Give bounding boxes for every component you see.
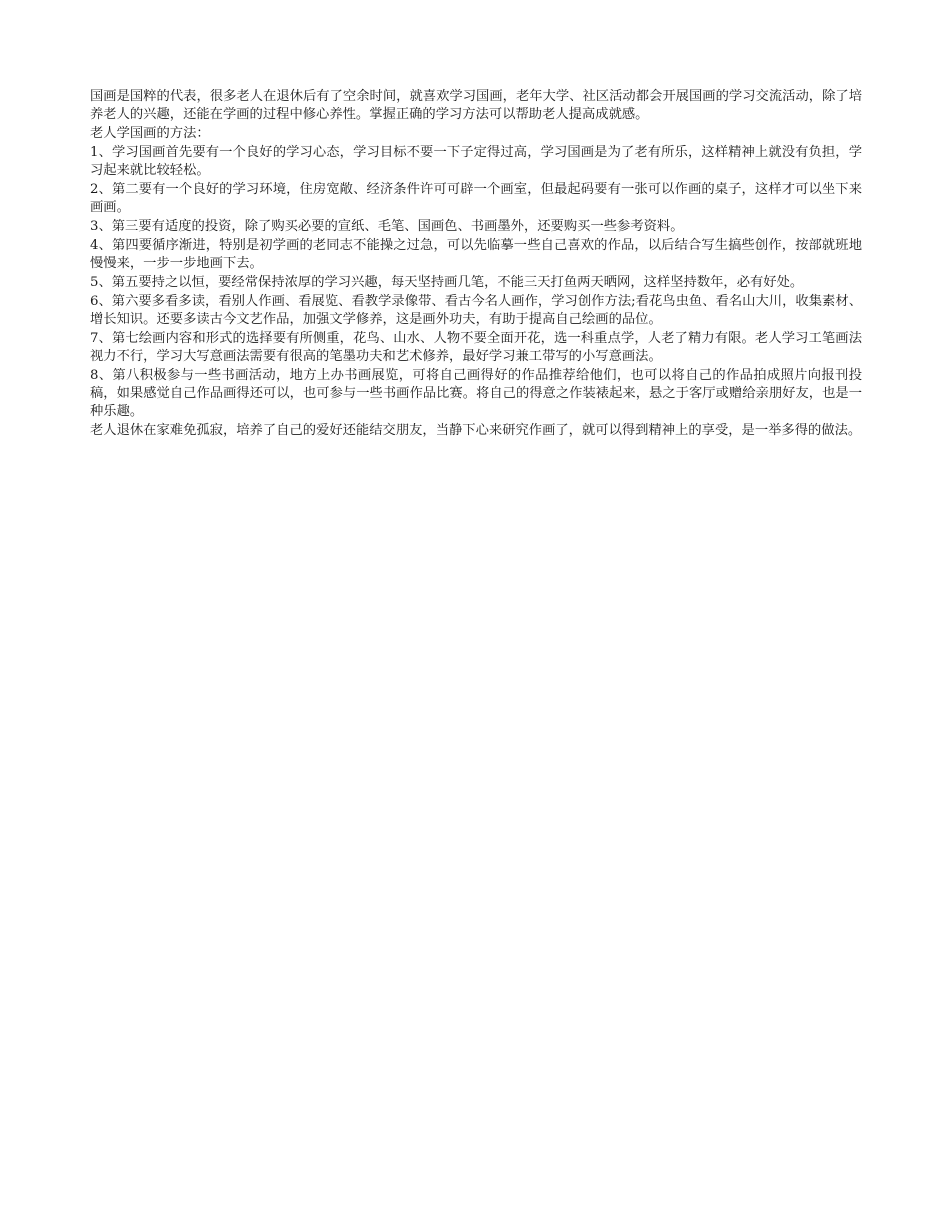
methods-heading: 老人学国画的方法：: [90, 126, 210, 141]
conclusion-paragraph: 老人退休在家难免孤寂，培养了自己的爱好还能结交朋友，当静下心来研究作画了，就可以得到精神上的享受，是一举多得的做法。: [90, 423, 862, 438]
method-item-2: 2、第二要有一个良好的学习环境，住房宽敞、经济条件许可可辟一个画室，但最起码要有一张可以作画的桌子，这样才可以坐下来画画。: [90, 182, 862, 215]
method-item-3: 3、第三要有适度的投资，除了购买必要的宣纸、毛笔、国画色、书画墨外，还要购买一些参考资料。: [90, 219, 684, 234]
method-item-4: 4、第四要循序渐进，特别是初学画的老同志不能操之过急，可以先临摹一些自己喜欢的作品，以后结合写生搞些创作，按部就班地慢慢来，一步一步地画下去。: [90, 238, 862, 271]
method-item-1: 1、学习国画首先要有一个良好的学习心态，学习目标不要一下子定得过高，学习国画是为了老有所乐，这样精神上就没有负担，学习起来就比较轻松。: [90, 145, 862, 178]
document-body: [90, 88, 862, 441]
method-item-8: 8、第八积极参与一些书画活动，地方上办书画展览，可将自己画得好的作品推荐给他们，也可以将自己的作品拍成照片向报刊投稿，如果感觉自己作品画得还可以，也可参与一些书画作品比赛。将自己的得意之作装裱起来，悬之于客厅或赠给亲朋好友，也是一种乐趣。: [90, 368, 862, 419]
intro-paragraph: 国画是国粹的代表，很多老人在退休后有了空余时间，就喜欢学习国画，老年大学、社区活动都会开展国画的学习交流活动，除了培养老人的兴趣，还能在学画的过程中修心养性。掌握正确的学习方法可以帮助老人提高成就感。: [90, 89, 862, 122]
method-item-7: 7、第七绘画内容和形式的选择要有所侧重，花鸟、山水、人物不要全面开花，选一科重点学，人老了精力有限。老人学习工笔画法视力不行，学习大写意画法需要有很高的笔墨功夫和艺术修养，最好学习兼工带写的小写意画法。: [90, 331, 862, 364]
method-item-6: 6、第六要多看多读，看别人作画、看展览、看教学录像带、看古今名人画作，学习创作方法;看花鸟虫鱼、看名山大川，收集素材、增长知识。还要多读古今文艺作品，加强文学修养，这是画外功夫，有助于提高自己绘画的品位。: [90, 294, 862, 327]
method-item-5: 5、第五要持之以恒，要经常保持浓厚的学习兴趣，每天坚持画几笔，不能三天打鱼两天晒网，这样坚持数年，必有好处。: [90, 275, 804, 290]
